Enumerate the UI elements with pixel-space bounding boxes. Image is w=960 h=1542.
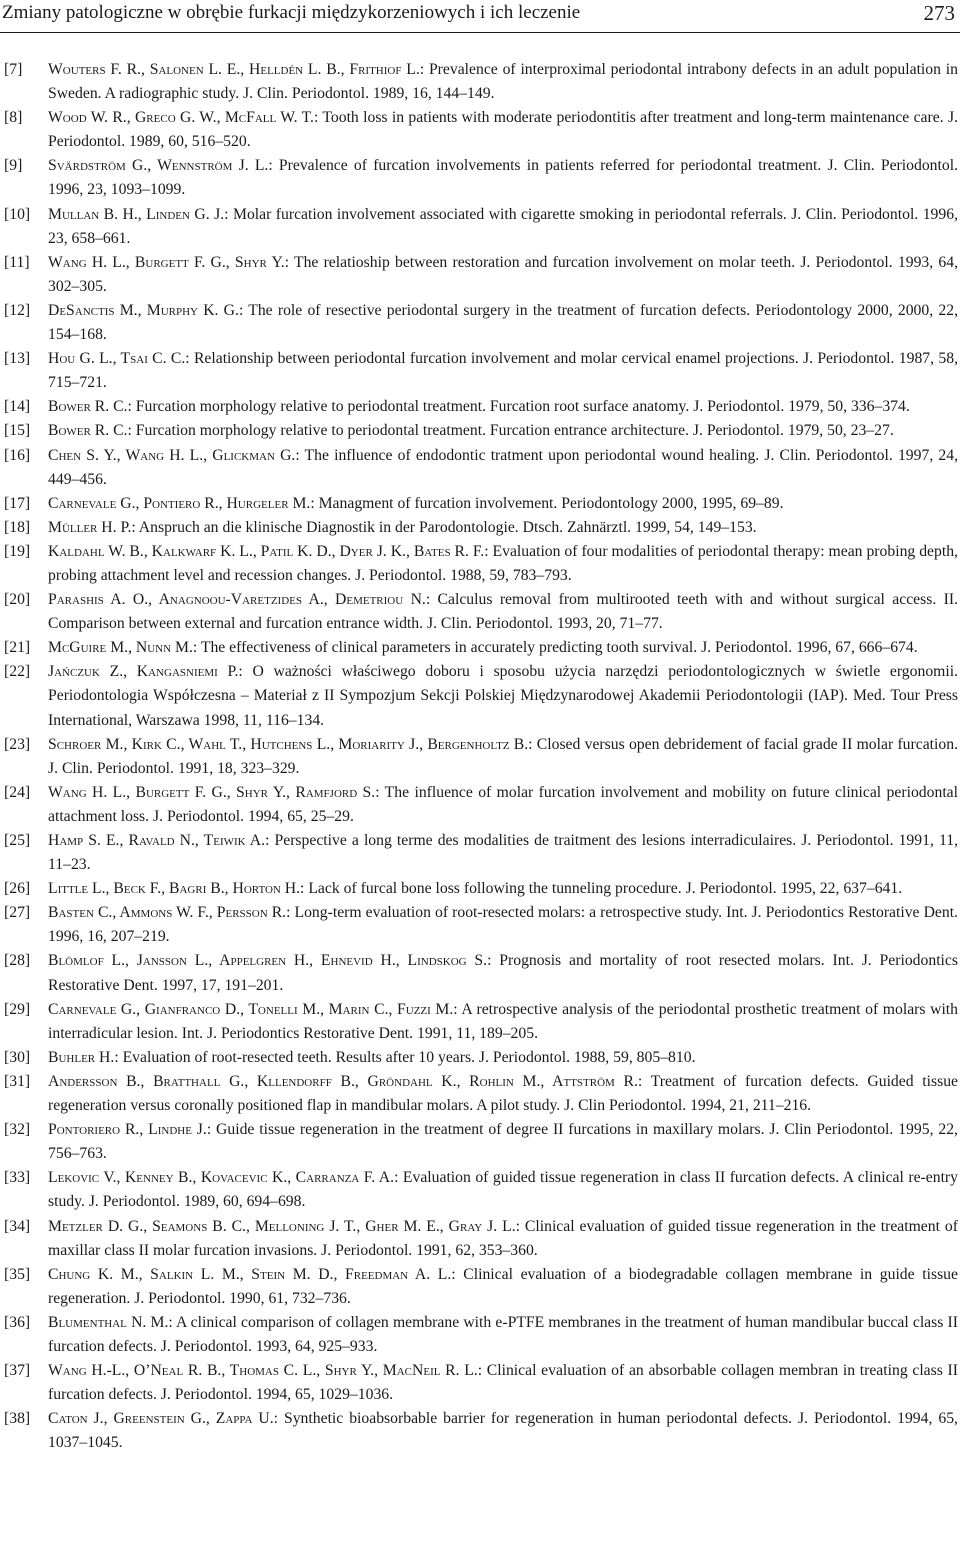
reference-authors: Wang H.-L., O’Neal R. B., Thomas C. L., Shyr Y., MacNeil R. L.: [48, 1362, 478, 1380]
reference-authors: Caton J., Greenstein G., Zappa U.: [48, 1410, 274, 1428]
reference-authors: Wood W. R., Greco G. W., McFall W. T.: [48, 109, 314, 127]
reference-text: : Tooth loss in patients with moderate periodontitis after treatment and long-term maintenance care. J. Periodontol. 1989, 60, 516–520.: [48, 109, 958, 151]
reference-authors: Kaldahl W. B., Kalkwarf K. L., Patil K. D., Dyer J. K., Bates R. F.: [48, 542, 485, 560]
reference-number: [31]: [4, 1072, 31, 1090]
reference-citation: [48, 516, 958, 540]
reference-authors: Carnevale G., Gianfranco D., Tonelli M., Marin C., Fuzzi M.: [48, 1000, 454, 1018]
reference-text: : Treatment of furcation defects. Guided tissue regeneration versus coronally positioned flap in mandibular molars. A pilot study. J. Clin Periodontol. 1994, 21, 211–216.: [48, 1072, 959, 1115]
reference-citation: [48, 299, 958, 347]
reference-number: [17]: [4, 494, 31, 512]
reference-item: [4, 1263, 958, 1311]
reference-text: : The effectiveness of clinical parameters in accurately predicting tooth survival. J. Periodontol. 1996, 67, 666–674.: [192, 639, 918, 657]
reference-citation: [48, 347, 958, 395]
reference-number: [24]: [4, 783, 31, 801]
reference-citation: [48, 949, 958, 997]
reference-number: [9]: [4, 157, 23, 175]
reference-citation: [48, 419, 958, 443]
reference-number: [21]: [4, 639, 31, 657]
reference-authors: Andersson B., Bratthall G., Kllendorff B., Gröndahl K., Rohlin M., Attström R.: [48, 1072, 638, 1090]
reference-text: : A clinical comparison of collagen membrane with e-PTFE membranes in the treatment of human mandibular buccal class II furcation defects. J. Periodontol. 1993, 64, 925–933.: [48, 1313, 958, 1355]
reference-text: : Prognosis and mortality of root resected molars. Int. J. Periodontics Restorative Dent. 1997, 17, 191–201.: [48, 952, 958, 994]
reference-authors: Hamp S. E., Ravald N., Teiwik A.: [48, 832, 266, 849]
reference-authors: Basten C., Ammons W. F., Persson R.: [48, 904, 287, 922]
reference-number: [30]: [4, 1048, 31, 1066]
reference-number: [22]: [4, 663, 31, 681]
reference-text: : Perspective a long terme des modalities de traitment des lesions interradiculaires. J. Periodontol. 1991, 11, 11–23.: [48, 832, 958, 874]
reference-number: [14]: [4, 398, 31, 416]
reference-text: : Evaluation of four modalities of periodontal therapy: mean probing depth, probing attachment level and recession changes. J. Periodontol. 1988, 59, 783–793.: [48, 542, 958, 584]
reference-authors: DeSanctis M., Murphy K. G.: [48, 301, 239, 319]
reference-authors: Hou G. L., Tsai C. C.: [48, 350, 186, 368]
reference-text: : Clinical evaluation of an absorbable collagen membran in treating class II furcation defects. J. Periodontol. 1994, 65, 1029–1036.: [48, 1362, 958, 1404]
reference-citation: [48, 588, 958, 636]
reference-text: : Evaluation of guided tissue regeneration in class II furcation defects. A clinical re-entry study. J. Periodontol. 1989, 60, 694–698.: [48, 1169, 958, 1211]
reference-text: : Prevalence of furcation involvements in patients referred for periodontal treatment. J. Clin. Periodontol. 1996, 23, 1093–1099.: [48, 157, 958, 199]
reference-authors: Wang H. L., Burgett F. G., Shyr Y., Ramfjord S.: [48, 783, 376, 801]
reference-number: [37]: [4, 1362, 31, 1380]
reference-citation: [48, 1311, 958, 1359]
reference-text: : Furcation morphology relative to periodontal treatment. Furcation entrance architecture. J. Periodontol. 1979, 50, 23–27.: [127, 422, 894, 440]
reference-citation: [48, 492, 958, 516]
reference-citation: [48, 998, 958, 1046]
reference-citation: [48, 395, 958, 419]
reference-number: [13]: [4, 350, 31, 368]
reference-authors: McGuire M., Nunn M.: [48, 639, 193, 657]
reference-number: [32]: [4, 1121, 31, 1139]
reference-item: [4, 781, 958, 829]
reference-authors: Carnevale G., Pontiero R., Hurgeler M.: [48, 494, 311, 512]
reference-number: [11]: [4, 253, 30, 271]
reference-list: [4, 58, 958, 1455]
reference-citation: [48, 154, 958, 202]
reference-text: : Lack of furcal bone loss following the tunneling procedure. J. Periodontol. 1995, 22, 637–641.: [300, 880, 903, 898]
reference-authors: Buhler H.: [48, 1048, 115, 1066]
reference-item: [4, 998, 958, 1046]
reference-text: : Calculus removal from multirooted teeth with and without surgical access. II. Comparison between external and furcation entrance width. J. Clin. Periodontol. 1993, 20, 71–77.: [48, 591, 958, 633]
reference-item: [4, 733, 958, 781]
reference-citation: [48, 1407, 958, 1455]
reference-item: [4, 1407, 958, 1455]
reference-item: [4, 1070, 958, 1118]
reference-authors: Little L., Beck F., Bagri B., Horton H.: [48, 880, 301, 898]
reference-number: [10]: [4, 205, 31, 223]
reference-text: : Molar furcation involvement associated with cigarette smoking in periodontal referrals. J. Clin. Periodontol. 1996, 23, 658–661.: [48, 205, 958, 247]
reference-item: [4, 1311, 958, 1359]
reference-citation: [48, 1118, 958, 1166]
reference-item: [4, 1215, 958, 1263]
reference-item: [4, 106, 958, 154]
reference-citation: [48, 660, 958, 732]
reference-authors: Parashis A. O., Anagnoou-Varetzides A., Demetriou N.: [48, 591, 426, 609]
reference-number: [27]: [4, 904, 31, 922]
reference-item: [4, 949, 958, 997]
reference-citation: [48, 781, 958, 829]
reference-authors: Mullan B. H., Linden G. J.: [48, 205, 225, 223]
reference-text: : Prevalence of interproximal periodontal intrabony defects in an adult population in Sweden. A radiographic study. J. Clin. Periodontol. 1989, 16, 144–149.: [48, 61, 958, 103]
reference-number: [23]: [4, 735, 31, 753]
reference-number: [15]: [4, 422, 31, 440]
reference-item: [4, 516, 958, 540]
reference-item: [4, 540, 958, 588]
reference-item: [4, 1046, 958, 1070]
reference-text: : Guide tissue regeneration in the treatment of degree II furcations in maxillary molars. J. Clin Periodontol. 1995, 22, 756–763.: [48, 1121, 958, 1163]
reference-item: [4, 1166, 958, 1214]
reference-authors: Wang H. L., Burgett F. G., Shyr Y.: [48, 253, 285, 271]
reference-number: [20]: [4, 591, 31, 609]
reference-citation: [48, 58, 958, 106]
reference-citation: [48, 877, 958, 901]
reference-citation: [48, 1070, 958, 1118]
reference-citation: [48, 1046, 958, 1070]
reference-number: [36]: [4, 1313, 31, 1331]
reference-item: [4, 347, 958, 395]
reference-text: : Clinical evaluation of a biodegradable collagen membrane in guide tissue regeneration. J. Periodontol. 1990, 61, 732–736.: [48, 1265, 958, 1307]
reference-number: [25]: [4, 832, 31, 849]
reference-text: : Closed versus open debridement of facial grade II molar furcation. J. Clin. Periodontol. 1991, 18, 323–329.: [48, 735, 958, 777]
reference-item: [4, 251, 958, 299]
reference-item: [4, 636, 958, 660]
running-header-title: Zmiany patologiczne w obrębie furkacji międzykorzeniowych i ich leczenie: [2, 2, 581, 23]
reference-number: [26]: [4, 880, 31, 898]
reference-text: : Anspruch an die klinische Diagnostik in der Parodontologie. Dtsch. Zahnärztl. 1999, 54, 149–153.: [131, 518, 757, 536]
reference-authors: Blömlof L., Jansson L., Appelgren H., Ehnevid H., Lindskog S.: [48, 952, 488, 970]
reference-authors: Schroer M., Kirk C., Wahl T., Hutchens L., Moriarity J., Bergenholtz B.: [48, 735, 529, 753]
reference-citation: [48, 203, 958, 251]
reference-text: : A retrospective analysis of the periodontal prosthetic treatment of molars with interradicular lesion. Int. J. Periodontics Restorative Dent. 1991, 11, 189–205.: [48, 1000, 959, 1042]
reference-number: [38]: [4, 1410, 31, 1428]
reference-authors: Metzler D. G., Seamons B. C., Melloning J. T., Gher M. E., Gray J. L.: [48, 1217, 516, 1235]
reference-citation: [48, 106, 958, 154]
reference-authors: Pontoriero R., Lindhe J.: [48, 1121, 207, 1139]
reference-citation: [48, 636, 958, 660]
reference-text: : Evaluation of root-resected teeth. Results after 10 years. J. Periodontol. 1988, 59, 805–810.: [114, 1048, 696, 1066]
reference-number: [8]: [4, 109, 23, 127]
reference-citation: [48, 1359, 958, 1407]
reference-text: : Relationship between periodontal furcation involvement and molar cervical enamel projections. J. Periodontol. 1987, 58, 715–721.: [48, 350, 958, 392]
reference-number: [16]: [4, 446, 31, 464]
reference-item: [4, 1359, 958, 1407]
reference-item: [4, 492, 958, 516]
reference-text: : Synthetic bioabsorbable barrier for regeneration in human periodontal defects. J. Periodontol. 1994, 65, 1037–1045.: [48, 1410, 958, 1452]
reference-text: : Clinical evaluation of guided tissue regeneration in the treatment of maxillar class II molar furcation invasions. J. Periodontol. 1991, 62, 353–360.: [48, 1217, 958, 1259]
reference-text: : Managment of furcation involvement. Periodontology 2000, 1995, 69–89.: [310, 494, 784, 512]
reference-item: [4, 203, 958, 251]
reference-text: : The influence of endodontic tratment upon periodontal wound healing. J. Clin. Periodontol. 1997, 24, 449–456.: [48, 446, 958, 488]
reference-authors: Wouters F. R., Salonen L. E., Helldén L. B., Frithiof L.: [48, 61, 420, 78]
reference-item: [4, 877, 958, 901]
reference-item: [4, 419, 958, 443]
reference-citation: [48, 1166, 958, 1214]
reference-item: [4, 299, 958, 347]
reference-text: : Long-term evaluation of root-resected molars: a retrospective study. Int. J. Periodontics Restorative Dent. 1996, 16, 207–219.: [48, 904, 958, 946]
running-header: [0, 0, 960, 33]
reference-citation: [48, 1263, 958, 1311]
reference-number: [35]: [4, 1265, 31, 1283]
reference-citation: [48, 901, 958, 949]
page-number: 273: [923, 1, 955, 25]
reference-authors: Lekovic V., Kenney B., Kovacevic K., Carranza F. A.: [48, 1169, 395, 1187]
reference-citation: [48, 251, 958, 299]
reference-number: [28]: [4, 952, 31, 970]
reference-number: [33]: [4, 1169, 31, 1187]
reference-authors: Svärdström G., Wennström J. L.: [48, 157, 269, 175]
reference-text: : The influence of molar furcation involvement and mobility on future clinical periodontal attachment loss. J. Periodontol. 1994, 65, 25–29.: [48, 783, 958, 825]
reference-text: : The role of resective periodontal surgery in the treatment of furcation defects. Periodontology 2000, 2000, 22, 154–168.: [48, 301, 958, 344]
reference-item: [4, 154, 958, 202]
reference-text: : The relatioship between restoration and furcation involvement on molar teeth. J. Periodontol. 1993, 64, 302–305.: [48, 253, 958, 295]
reference-item: [4, 444, 958, 492]
reference-authors: Chen S. Y., Wang H. L., Glickman G.: [48, 446, 296, 464]
reference-authors: Chung K. M., Salkin L. M., Stein M. D., Freedman A. L.: [48, 1265, 452, 1283]
reference-item: [4, 395, 958, 419]
reference-citation: [48, 444, 958, 492]
reference-item: [4, 660, 958, 732]
reference-authors: Müller H. P.: [48, 518, 132, 536]
reference-number: [18]: [4, 518, 31, 536]
reference-citation: [48, 733, 958, 781]
reference-authors: Jańczuk Z., Kangasniemi P.: [48, 663, 239, 681]
reference-citation: [48, 829, 958, 877]
reference-authors: Bower R. C.: [48, 398, 128, 416]
reference-authors: Blumenthal N. M.: [48, 1313, 169, 1331]
reference-item: [4, 588, 958, 636]
reference-item: [4, 901, 958, 949]
reference-item: [4, 1118, 958, 1166]
reference-item: [4, 58, 958, 106]
reference-number: [12]: [4, 301, 31, 319]
reference-number: [29]: [4, 1000, 31, 1018]
reference-number: [34]: [4, 1217, 31, 1235]
reference-item: [4, 829, 958, 877]
reference-citation: [48, 540, 958, 588]
reference-authors: Bower R. C.: [48, 422, 128, 440]
reference-citation: [48, 1215, 958, 1263]
reference-text: : Furcation morphology relative to periodontal treatment. Furcation root surface anatomy. J. Periodontol. 1979, 50, 336–374.: [127, 398, 910, 416]
reference-number: [7]: [4, 61, 23, 78]
reference-number: [19]: [4, 542, 31, 560]
reference-text: : O ważności właściwego doboru i sposobu użycia narzędzi periodontologicznych w świetle ergonomii. Periodontologia Współczesna – Materiał z II Sympozjum Sekcji Polskiej Międzynarodowej Akademii Periodontologii (IAP). Med. Tour Press International, Warszawa 1998, 11, 116–134.: [48, 663, 959, 729]
